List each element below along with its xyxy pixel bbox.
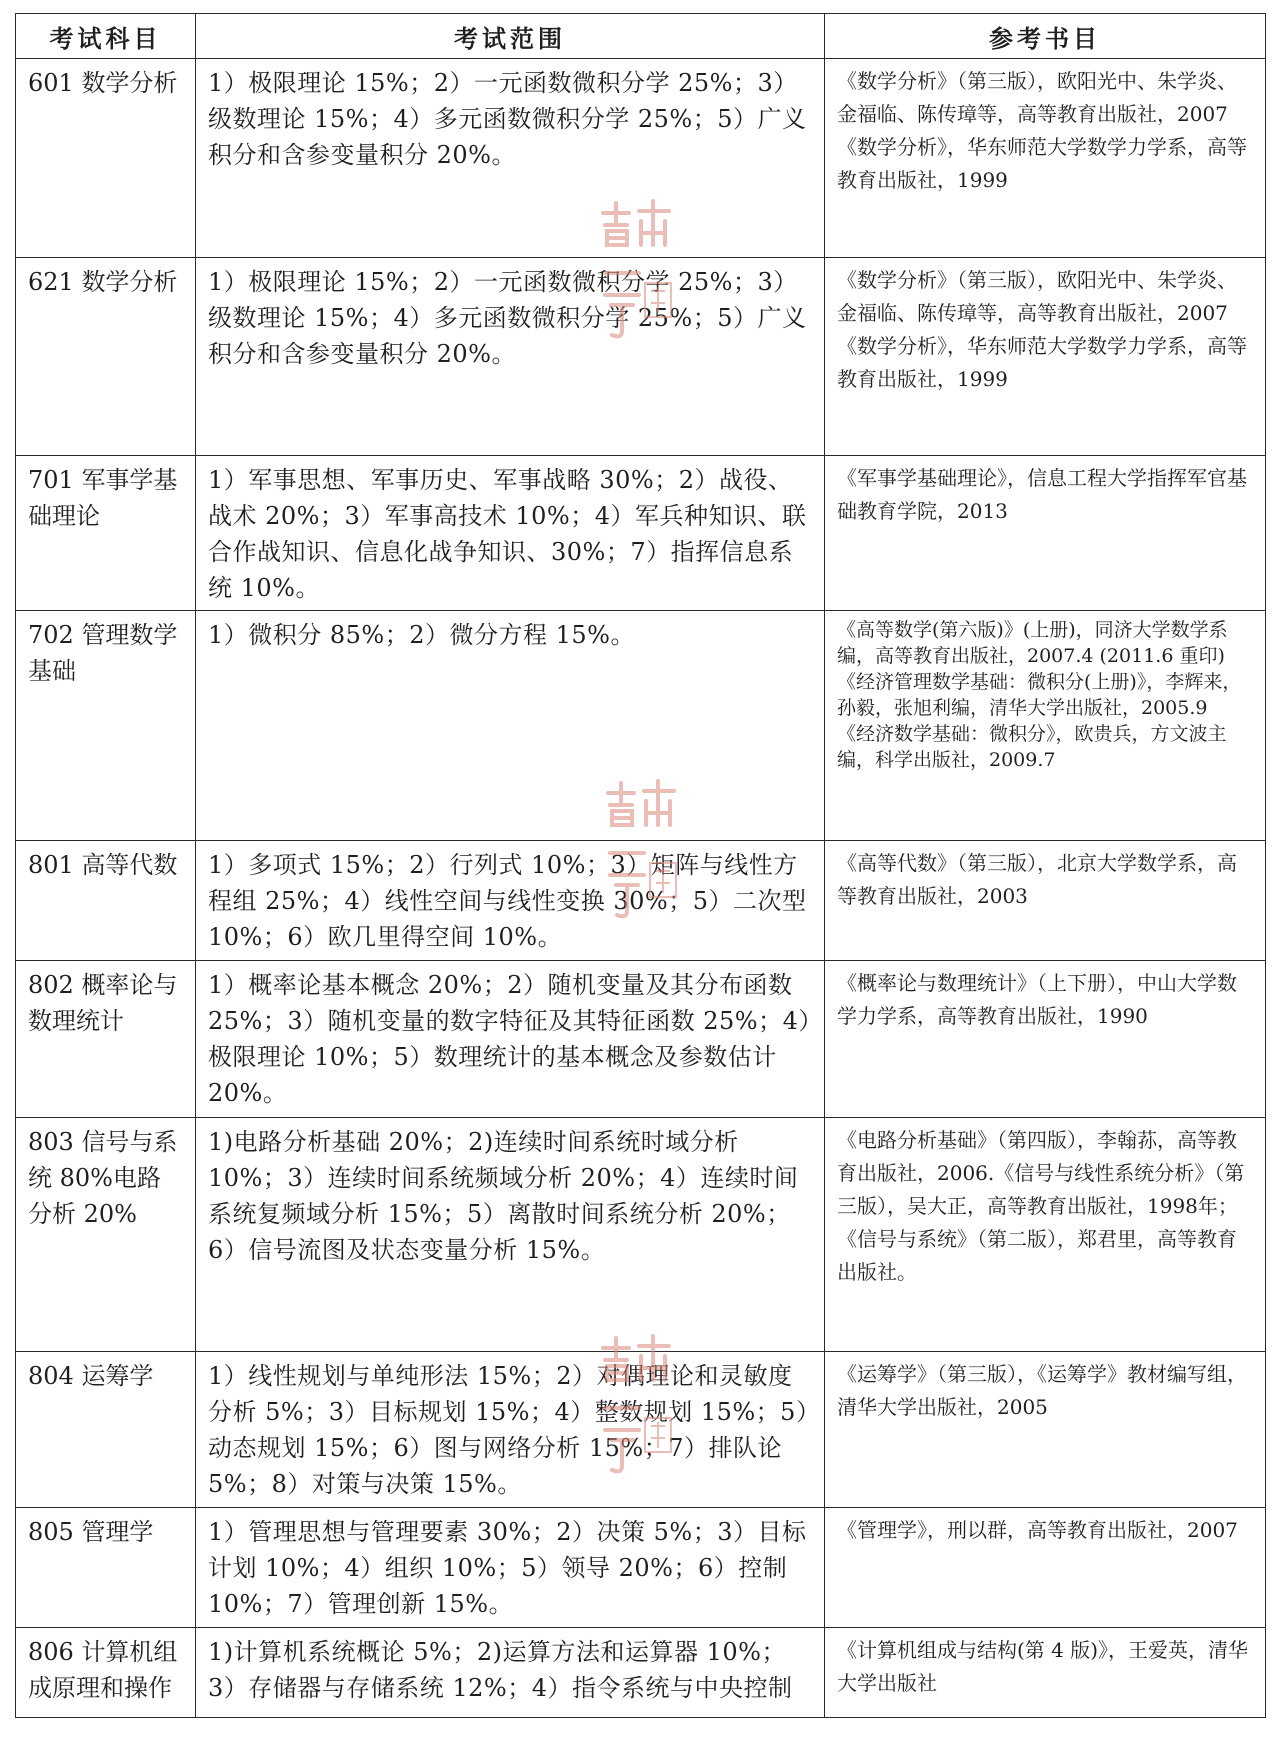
table-row (16, 258, 1266, 456)
book-entry: 《数学分析》，华东师范大学数学力学系，高等教育出版社，1999 (837, 334, 1247, 391)
table-header-row (16, 14, 1266, 59)
row-scope: 1）极限理论 15%；2）一元函数微积分学 25%；3）级数理论 15%；4）多元函数微积分学 25%；5）广义积分和含参变量积分 20%。 (196, 258, 825, 456)
row-scope: 1）极限理论 15%；2）一元函数微积分学 25%；3）级数理论 15%；4）多元函数微积分学 25%；5）广义积分和含参变量积分 20%。 (196, 59, 825, 258)
table-row (16, 456, 1266, 611)
row-books (825, 1628, 1266, 1718)
table-row (16, 611, 1266, 841)
table-row (16, 1352, 1266, 1508)
header-subject: 考试科目 (16, 14, 196, 59)
row-subject: 805 管理学 (16, 1508, 196, 1628)
header-books: 参考书目 (825, 14, 1266, 59)
row-subject: 803 信号与系统 80%电路分析 20% (16, 1118, 196, 1352)
row-books (825, 1508, 1266, 1628)
book-entry: 《经济数学基础：微积分》，欧贵兵，方文波主编，科学出版社，2009.7 (837, 723, 1227, 771)
book-entry: 《数学分析》，华东师范大学数学力学系，高等教育出版社，1999 (837, 135, 1247, 192)
table-row (16, 1628, 1266, 1718)
row-scope: 1）概率论基本概念 20%；2）随机变量及其分布函数 25%；3）随机变量的数字特征及其特征函数 25%；4）极限理论 10%；5）数理统计的基本概念及参数估计 20%。 (196, 961, 825, 1118)
row-scope: 1）军事思想、军事历史、军事战略 30%；2）战役、战术 20%；3）军事高技术 10%；4）军兵种知识、联合作战知识、信息化战争知识、30%；7）指挥信息系统 10%。 (196, 456, 825, 611)
table-row (16, 961, 1266, 1118)
row-subject: 802 概率论与数理统计 (16, 961, 196, 1118)
row-books (825, 1352, 1266, 1508)
table-row (16, 841, 1266, 961)
book-entry: 《管理学》，刑以群，高等教育出版社，2007 (837, 1518, 1238, 1542)
row-books (825, 1118, 1266, 1352)
row-scope: 1）管理思想与管理要素 30%；2）决策 5%；3）目标计划 10%；4）组织 10%；5）领导 20%；6）控制 10%；7）管理创新 15%。 (196, 1508, 825, 1628)
table-row (16, 59, 1266, 258)
table-row (16, 1508, 1266, 1628)
row-subject: 804 运筹学 (16, 1352, 196, 1508)
book-entry: 《电路分析基础》（第四版），李翰荪，高等教育出版社，2006.《信号与线性系统分析》（第三版），吴大正，高等教育出版社，1998年；《信号与系统》（第二版），郑君里，高等教育出版社。 (837, 1128, 1245, 1284)
row-books (825, 59, 1266, 258)
row-books (825, 611, 1266, 841)
row-subject: 806 计算机组成原理和操作 (16, 1628, 196, 1718)
row-scope: 1)计算机系统概论 5%；2)运算方法和运算器 10%；3）存储器与存储系统 12%；4）指令系统与中央控制 (196, 1628, 825, 1718)
book-entry: 《高等数学(第六版)》(上册)，同济大学数学系编，高等教育出版社，2007.4 (2011.6 重印) (837, 619, 1228, 667)
header-scope: 考试范围 (196, 14, 825, 59)
book-entry: 《计算机组成与结构(第 4 版)》，王爱英，清华大学出版社 (837, 1638, 1249, 1695)
book-entry: 《高等代数》（第三版），北京大学数学系，高等教育出版社，2003 (837, 851, 1237, 908)
row-books (825, 456, 1266, 611)
row-books (825, 258, 1266, 456)
row-scope: 1）微积分 85%；2）微分方程 15%。 (196, 611, 825, 841)
row-subject: 702 管理数学基础 (16, 611, 196, 841)
row-subject: 701 军事学基础理论 (16, 456, 196, 611)
row-subject: 801 高等代数 (16, 841, 196, 961)
row-scope: 1）多项式 15%；2）行列式 10%；3）矩阵与线性方程组 25%；4）线性空间与线性变换 30%；5）二次型 10%；6）欧几里得空间 10%。 (196, 841, 825, 961)
row-subject: 621 数学分析 (16, 258, 196, 456)
row-scope: 1）线性规划与单纯形法 15%；2）对偶理论和灵敏度分析 5%；3）目标规划 15%；4）整数规划 15%；5）动态规划 15%；6）图与网络分析 15%；7）排队论 5%；8）对策与决策 15%。 (196, 1352, 825, 1508)
table-row (16, 1118, 1266, 1352)
book-entry: 《数学分析》（第三版），欧阳光中、朱学炎、金福临、陈传璋等，高等教育出版社，2007 (837, 69, 1237, 126)
row-books (825, 961, 1266, 1118)
book-entry: 《数学分析》（第三版），欧阳光中、朱学炎、金福临、陈传璋等，高等教育出版社，2007 (837, 268, 1237, 325)
book-entry: 《概率论与数理统计》（上下册），中山大学数学力学系，高等教育出版社，1990 (837, 971, 1237, 1028)
row-scope: 1)电路分析基础 20%；2)连续时间系统时域分析 10%；3）连续时间系统频域分析 20%；4）连续时间系统复频域分析 15%；5）离散时间系统分析 20%；6）信号流图及状态变量分析 15%。 (196, 1118, 825, 1352)
row-books (825, 841, 1266, 961)
exam-syllabus-table (15, 13, 1266, 1718)
book-entry: 《军事学基础理论》，信息工程大学指挥军官基础教育学院，2013 (837, 466, 1247, 523)
row-subject: 601 数学分析 (16, 59, 196, 258)
book-entry: 《运筹学》（第三版），《运筹学》教材编写组，清华大学出版社，2005 (837, 1362, 1247, 1419)
book-entry: 《经济管理数学基础：微积分(上册)》，李辉来，孙毅，张旭利编，清华大学出版社，2005.9 (837, 671, 1242, 719)
